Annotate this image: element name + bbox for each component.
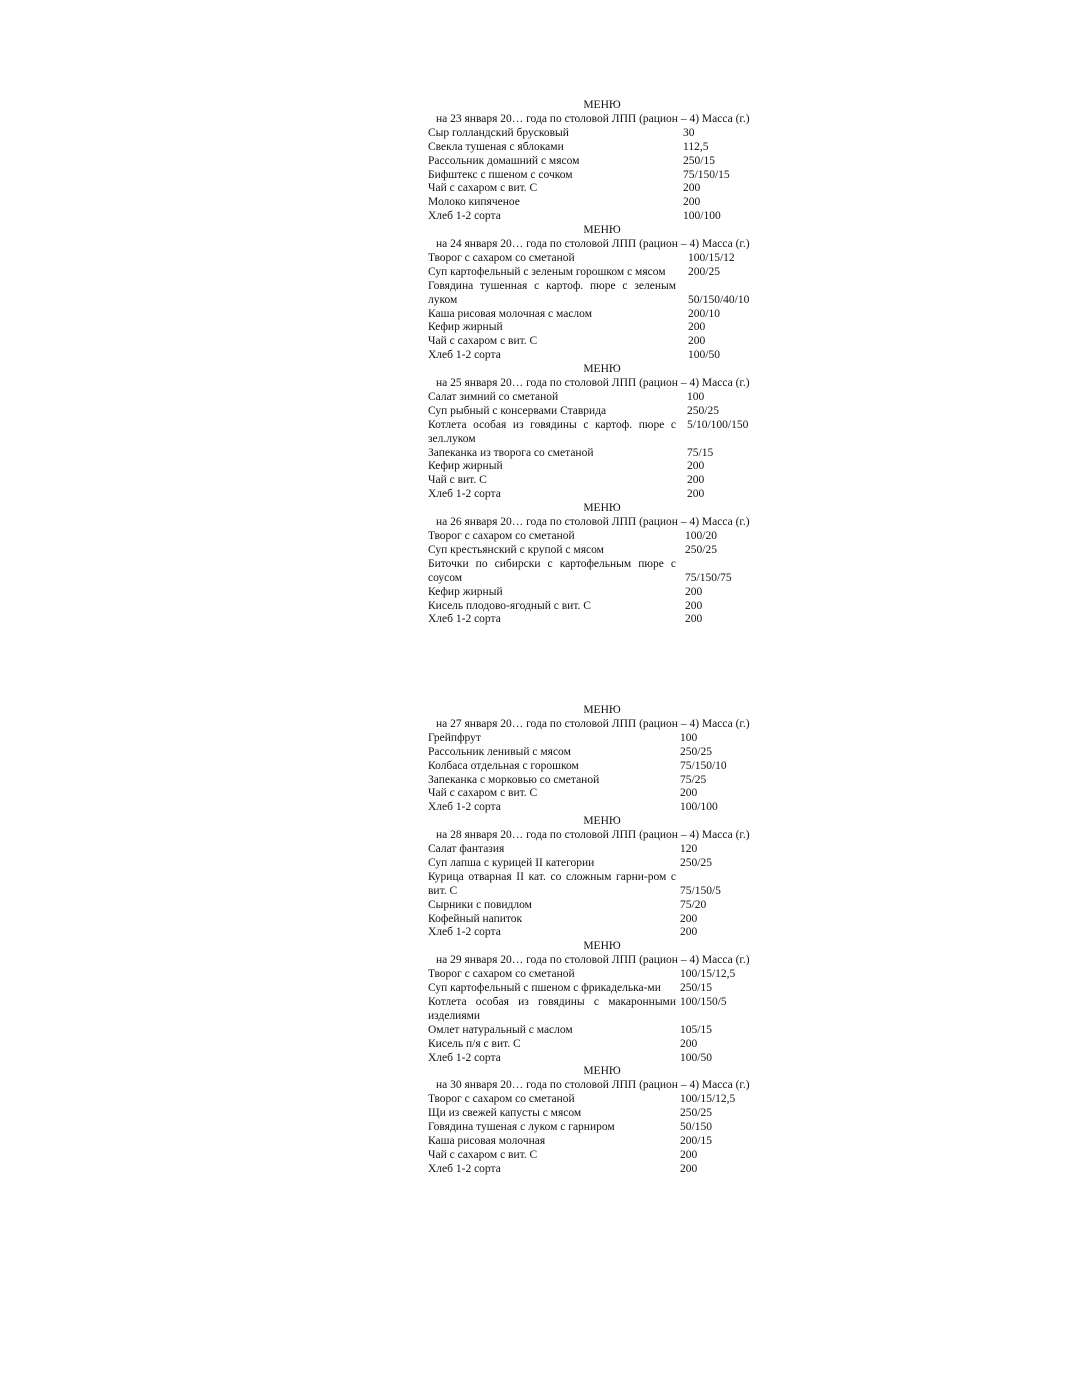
dish-mass: 100/100 — [683, 210, 721, 223]
dish-name: Говядина тушеная с луком с гарниром — [428, 1121, 615, 1134]
dish-mass: 200 — [683, 182, 701, 195]
menu-item-row — [428, 266, 774, 280]
dish-mass: 200 — [680, 926, 698, 939]
dish-name: Суп рыбный с консервами Ставрида — [428, 404, 607, 417]
menu-title: МЕНЮ — [583, 99, 621, 111]
dish-mass: 200 — [685, 585, 703, 598]
dish-name: Кисель плодово-ягодный с вит. С — [428, 599, 591, 612]
menu-item-row — [428, 558, 774, 586]
dish-name: Бифштекс с пшеном с сочком — [428, 168, 573, 181]
dish-name: Хлеб 1-2 сорта — [428, 801, 501, 814]
menu-item-row — [428, 196, 774, 210]
dish-name: Суп картофельный с зеленым горошком с мясом — [428, 265, 666, 278]
dish-mass: 200 — [687, 474, 705, 487]
menu-item-row — [428, 488, 774, 502]
menu-subtitle: на 28 января 20… года по столовой ЛПП (рацион – 4) Масса (г.) — [436, 829, 750, 842]
dish-name: Хлеб 1-2 сорта — [428, 488, 501, 501]
menu-item-row — [428, 1038, 774, 1052]
dish-mass: 100/15/12,5 — [680, 1093, 736, 1106]
dish-mass: 200 — [680, 1162, 698, 1175]
dish-name: Салат зимний со сметаной — [428, 390, 559, 403]
dish-name: Рассольник домашний с мясом — [428, 154, 580, 167]
menu-item-row — [428, 760, 774, 774]
dish-name: Хлеб 1-2 сорта — [428, 349, 501, 362]
menu-item-row — [428, 732, 774, 746]
menu-item-row — [428, 968, 774, 982]
dish-mass: 75/150/75 — [685, 571, 732, 584]
dish-name: Хлеб 1-2 сорта — [428, 1162, 501, 1175]
dish-name: Творог с сахаром со сметаной — [428, 251, 575, 264]
menu-item-row — [428, 746, 774, 760]
dish-name: Свекла тушеная с яблоками — [428, 140, 564, 153]
menu-item-row — [428, 1121, 774, 1135]
dish-mass: 75/20 — [680, 898, 707, 911]
dish-mass: 200/10 — [688, 307, 720, 320]
dish-name: Сырники с повидлом — [428, 898, 532, 911]
menu-block — [428, 815, 774, 940]
dish-mass: 200 — [680, 1148, 698, 1161]
dish-mass: 112,5 — [683, 140, 709, 153]
dish-name: Котлета особая из говядины с макаронными изделиями — [428, 995, 676, 1022]
dish-mass: 100 — [680, 731, 698, 744]
menu-item-row — [428, 1149, 774, 1163]
menu-item-row — [428, 460, 774, 474]
dish-name: Запеканка из творога со сметаной — [428, 446, 594, 459]
menu-title: МЕНЮ — [583, 1065, 621, 1078]
dish-mass: 100/15/12 — [688, 251, 735, 264]
menu-block — [428, 224, 774, 363]
dish-mass: 200 — [680, 1037, 698, 1050]
dish-mass: 50/150/40/10 — [688, 293, 750, 306]
dish-name: Чай с сахаром с вит. С — [428, 335, 538, 348]
dish-mass: 250/25 — [680, 1107, 712, 1120]
dish-name: Щи из свежей капусты с мясом — [428, 1107, 582, 1120]
dish-name: Суп картофельный с пшеном с фрикаделька-ми — [428, 982, 661, 995]
menu-column-lower — [428, 704, 774, 1177]
dish-name: Грейпфрут — [428, 731, 481, 744]
dish-mass: 200 — [683, 196, 701, 209]
dish-mass: 200 — [685, 613, 703, 626]
menu-item-row — [428, 1135, 774, 1149]
dish-name: Суп лапша с курицей II категории — [428, 856, 595, 869]
dish-mass: 105/15 — [680, 1023, 712, 1036]
dish-name: Говядина тушенная с картоф. пюре с зеленым луком — [428, 279, 676, 306]
dish-name: Молоко кипяченое — [428, 196, 520, 209]
menu-item-row — [428, 600, 774, 614]
menu-block — [428, 363, 774, 502]
dish-mass: 200 — [685, 599, 703, 612]
menu-title: МЕНЮ — [583, 502, 621, 515]
menu-item-row — [428, 391, 774, 405]
menu-subtitle: на 24 января 20… года по столовой ЛПП (рацион – 4) Масса (г.) — [436, 238, 750, 251]
menu-block — [428, 940, 774, 1065]
menu-column-upper — [428, 99, 774, 627]
menu-subtitle: на 27 января 20… года по столовой ЛПП (рацион – 4) Масса (г.) — [436, 717, 750, 730]
dish-name: Колбаса отдельная с горошком — [428, 759, 579, 772]
menu-title: МЕНЮ — [583, 940, 621, 953]
menu-item-row — [428, 1024, 774, 1038]
menu-item-row — [428, 321, 774, 335]
dish-name: Хлеб 1-2 сорта — [428, 926, 501, 939]
dish-name: Хлеб 1-2 сорта — [428, 1051, 501, 1064]
dish-mass: 30 — [683, 126, 695, 139]
menu-title: МЕНЮ — [583, 363, 621, 376]
dish-name: Творог с сахаром со сметаной — [428, 529, 575, 542]
menu-item-row — [428, 210, 774, 224]
menu-title: МЕНЮ — [583, 704, 621, 716]
menu-item-row — [428, 774, 774, 788]
dish-mass: 250/25 — [680, 745, 712, 758]
menu-item-row — [428, 871, 774, 899]
menu-item-row — [428, 182, 774, 196]
menu-item-row — [428, 127, 774, 141]
dish-mass: 75/150/10 — [680, 759, 727, 772]
menu-item-row — [428, 1163, 774, 1177]
menu-block — [428, 1065, 774, 1176]
dish-mass: 100/15/12,5 — [680, 968, 736, 981]
dish-mass: 200 — [688, 335, 706, 348]
dish-mass: 100/100 — [680, 801, 718, 814]
menu-item-row — [428, 1107, 774, 1121]
dish-mass: 75/25 — [680, 773, 707, 786]
dish-mass: 100/50 — [680, 1051, 712, 1064]
menu-item-row — [428, 1052, 774, 1066]
dish-mass: 5/10/100/150 — [687, 418, 749, 431]
dish-mass: 200/15 — [680, 1134, 712, 1147]
menu-item-row — [428, 613, 774, 627]
dish-name: Кефир жирный — [428, 321, 503, 334]
dish-name: Чай с сахаром с вит. С — [428, 787, 538, 800]
menu-item-row — [428, 996, 774, 1024]
menu-item-row — [428, 349, 774, 363]
dish-mass: 100 — [687, 390, 705, 403]
menu-item-row — [428, 252, 774, 266]
menu-item-row — [428, 155, 774, 169]
menu-item-row — [428, 801, 774, 815]
dish-name: Каша рисовая молочная — [428, 1134, 546, 1147]
dish-name: Хлеб 1-2 сорта — [428, 613, 501, 626]
menu-item-row — [428, 899, 774, 913]
menu-item-row — [428, 530, 774, 544]
menu-item-row — [428, 926, 774, 940]
menu-item-row — [428, 544, 774, 558]
menu-subtitle: на 29 января 20… года по столовой ЛПП (рацион – 4) Масса (г.) — [436, 954, 750, 967]
menu-item-row — [428, 419, 774, 447]
menu-title: МЕНЮ — [583, 224, 621, 237]
dish-mass: 75/150/15 — [683, 168, 730, 181]
dish-mass: 75/150/5 — [680, 884, 721, 897]
dish-mass: 75/15 — [687, 446, 714, 459]
dish-name: Чай с сахаром с вит. С — [428, 182, 538, 195]
dish-name: Салат фантазия — [428, 843, 505, 855]
dish-mass: 50/150 — [680, 1121, 712, 1134]
menu-item-row — [428, 843, 774, 857]
dish-mass: 200 — [687, 460, 705, 473]
dish-mass: 200/25 — [688, 265, 720, 278]
dish-mass: 250/25 — [680, 856, 712, 869]
menu-item-row — [428, 913, 774, 927]
menu-item-row — [428, 308, 774, 322]
dish-name: Котлета особая из говядины с картоф. пюре с зел.луком — [428, 418, 676, 445]
dish-name: Творог с сахаром со сметаной — [428, 1093, 575, 1106]
dish-name: Запеканка с морковью со сметаной — [428, 773, 600, 786]
dish-name: Каша рисовая молочная с маслом — [428, 307, 592, 320]
dish-name: Творог с сахаром со сметаной — [428, 968, 575, 981]
dish-mass: 200 — [687, 488, 705, 501]
menu-item-row — [428, 787, 774, 801]
dish-mass: 100/50 — [688, 349, 720, 362]
dish-mass: 100/20 — [685, 529, 717, 542]
dish-mass: 250/25 — [685, 543, 717, 556]
menu-item-row — [428, 586, 774, 600]
dish-name: Чай с вит. С — [428, 474, 487, 487]
dish-mass: 200 — [680, 912, 698, 925]
dish-name: Хлеб 1-2 сорта — [428, 210, 501, 223]
menu-block — [428, 99, 774, 224]
dish-name: Омлет натуральный с маслом — [428, 1023, 573, 1036]
menu-item-row — [428, 405, 774, 419]
dish-name: Кефир жирный — [428, 585, 503, 598]
menu-item-row — [428, 857, 774, 871]
menu-item-row — [428, 141, 774, 155]
menu-item-row — [428, 1093, 774, 1107]
menu-block — [428, 502, 774, 627]
menu-item-row — [428, 280, 774, 308]
dish-name: Биточки по сибирски с картофельным пюре с соусом — [428, 557, 676, 584]
dish-name: Кефир жирный — [428, 460, 503, 473]
dish-mass: 100/150/5 — [680, 995, 727, 1008]
menu-item-row — [428, 447, 774, 461]
menu-block — [428, 704, 774, 815]
menu-item-row — [428, 474, 774, 488]
dish-name: Сыр голландский брусковый — [428, 126, 569, 139]
dish-name: Кисель п/я с вит. С — [428, 1037, 521, 1050]
menu-subtitle: на 23 января 20… года по столовой ЛПП (рацион – 4) Масса (г.) — [436, 112, 750, 125]
dish-mass: 250/25 — [687, 404, 719, 417]
dish-mass: 200 — [680, 787, 698, 800]
dish-name: Суп крестьянский с крупой с мясом — [428, 543, 604, 556]
dish-name: Чай с сахаром с вит. С — [428, 1148, 538, 1161]
dish-mass: 250/15 — [680, 982, 712, 995]
menu-subtitle: на 26 января 20… года по столовой ЛПП (рацион – 4) Масса (г.) — [436, 516, 750, 529]
dish-name: Курица отварная II кат. со сложным гарни-ром с вит. С — [428, 870, 676, 897]
dish-mass: 120 — [680, 843, 698, 855]
menu-subtitle: на 25 января 20… года по столовой ЛПП (рацион – 4) Масса (г.) — [436, 377, 750, 390]
menu-item-row — [428, 335, 774, 349]
menu-item-row — [428, 982, 774, 996]
menu-item-row — [428, 169, 774, 183]
dish-name: Рассольник ленивый с мясом — [428, 745, 571, 758]
dish-mass: 200 — [688, 321, 706, 334]
dish-name: Кофейный напиток — [428, 912, 523, 925]
menu-subtitle: на 30 января 20… года по столовой ЛПП (рацион – 4) Масса (г.) — [436, 1079, 750, 1092]
dish-mass: 250/15 — [683, 154, 715, 167]
menu-title: МЕНЮ — [583, 815, 621, 828]
